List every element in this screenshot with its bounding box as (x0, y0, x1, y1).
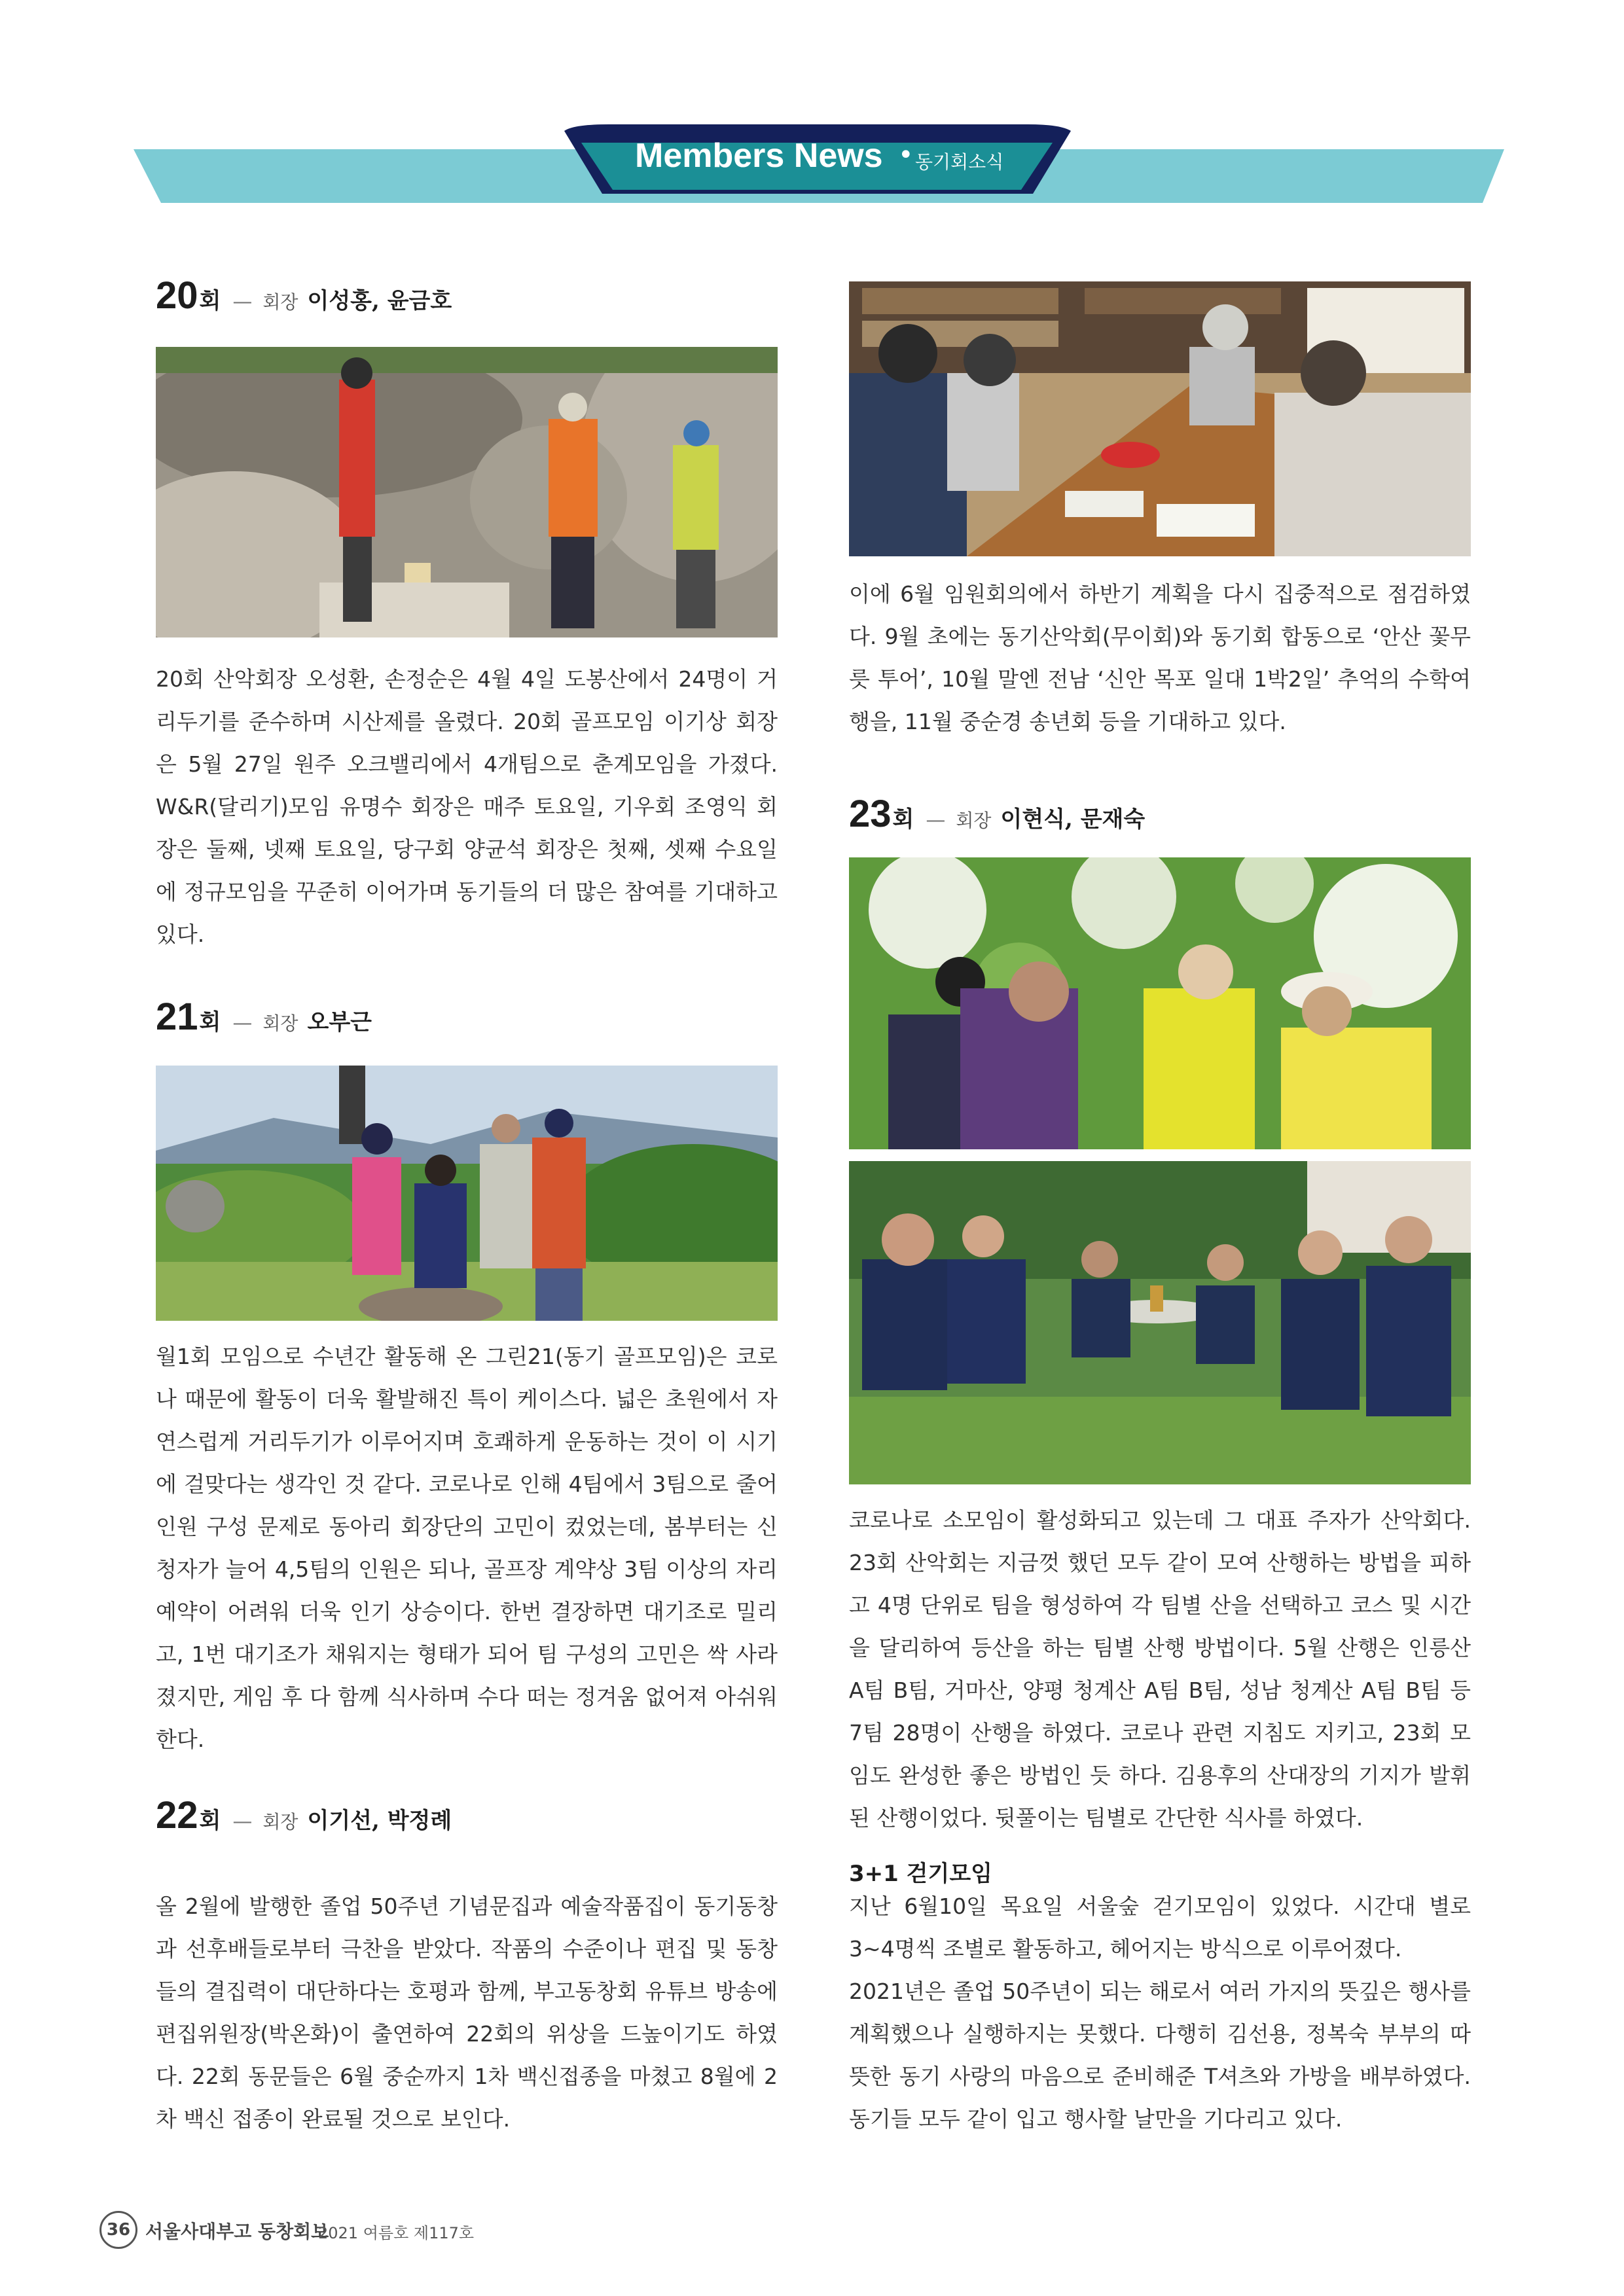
footer-issue: 2021 여름호 제117호 (318, 2224, 475, 2242)
heading-dash: — (926, 809, 946, 832)
photo-20-mountain-ritual (156, 347, 778, 637)
role-label: 회장 (262, 291, 298, 313)
section-23-heading (849, 792, 1145, 836)
header-separator-dot: • (898, 140, 914, 170)
walking-club-subheading: 3+1 걷기모임 (849, 1861, 993, 1887)
role-label: 회장 (956, 810, 992, 831)
walking-club-body: 지난 6월10일 목요일 서울숲 걷기모임이 있었다. 시간대 별로 3~4명씩 조별로 활동하고, 헤어지는 방식으로 이루어졌다. (849, 1893, 1471, 1962)
class-number: 20 (156, 274, 198, 317)
class-number: 23 (849, 793, 892, 835)
heading-dash: — (232, 1810, 253, 1833)
section-21-heading (156, 995, 372, 1039)
section-23-body: 코로나로 소모임이 활성화되고 있는데 그 대표 주자가 산악회다. 23회 산악회는 지금껏 했던 모두 같이 모여 산행하는 방법을 피하고 4명 단위로 팀을 형성하여 각 팀별 산을 선택하고 코스 및 시간을 달리하여 등산을 하는 팀별 산행 방법이다. 5월 산행은 인릉산 A팀 B팀, 거마산, 양평 청계산 A팀 B팀, 성남 청계산 A팀 B팀 등 7팀 28명이 산행을 하였다. 코로나 관련 지침도 지키고, 23회 모임도 완성한 좋은 방법인 듯 하다. 김용후의 산대장의 기지가 발휘된 산행이었다. 뒷풀이는 팀별로 간단한 식사를 하였다. (849, 1507, 1471, 1831)
page-number: 36 (99, 2211, 137, 2249)
class-suffix: 회 (199, 289, 221, 314)
class-suffix: 회 (199, 1808, 221, 1833)
class-suffix: 회 (199, 1010, 221, 1035)
president-names: 이기선, 박정례 (307, 1808, 452, 1834)
photo-21-golf-group (156, 1066, 778, 1321)
photo-23-hiking-group (849, 857, 1471, 1149)
section-20-body: 20회 산악회장 오성환, 손정순은 4월 4일 도봉산에서 24명이 거리두기를 준수하며 시산제를 올렸다. 20회 골프모임 이기상 회장은 5월 27일 원주 오크밸리에서 4개팀으로 춘계모임을 가졌다. W&R(달리기)모임 유명수 회장은 매주 토요일, 기우회 조영익 회장은 둘째, 넷째 토요일, 당구회 양균석 회장은 첫째, 셋째 수요일에 정규모임을 꾸준히 이어가며 동기들의 더 많은 참여를 기대하고 있다. (156, 666, 778, 947)
class-number: 21 (156, 996, 198, 1038)
section-21-body: 월1회 모임으로 수년간 활동해 온 그린21(동기 골프모임)은 코로나 때문에 활동이 더욱 활발해진 특이 케이스다. 넓은 초원에서 자연스럽게 거리두기가 이루어지며 호쾌하게 운동하는 것이 이 시기에 걸맞다는 생각인 것 같다. 코로나로 인해 4팀에서 3팀으로 줄어 인원 구성 문제로 동아리 회장단의 고민이 컸었는데, 봄부터는 신청자가 늘어 4,5팀의 인원은 되나, 골프장 계약상 3팀 이상의 자리 예약이 어려워 더욱 인기 상승이다. 한번 결장하면 대기조로 밀리고, 1번 대기조가 채워지는 형태가 되어 팀 구성의 고민은 싹 사라졌지만, 게임 후 다 함께 식사하며 수다 떠는 정겨움 없어져 아쉬워한다. (156, 1344, 778, 1752)
photo-23-tshirt-group (849, 1161, 1471, 1484)
header-title: Members News (635, 137, 883, 175)
section-22-body: 올 2월에 발행한 졸업 50주년 기념문집과 예술작품집이 동기동창과 선후배들로부터 극찬을 받았다. 작품의 수준이나 편집 및 동창들의 결집력이 대단하다는 호평과 함께, 부고동창회 유튜브 방송에 편집위원장(박온화)이 출연하여 22회의 위상을 드높이기도 하였다. 22회 동문들은 6월 중순까지 1차 백신접종을 마쳤고 8월에 2차 백신 접종이 완료될 것으로 보인다. (156, 1893, 778, 2132)
footer-publication: 서울사대부고 동창회보 (145, 2221, 329, 2242)
section-22-continued-body: 이에 6월 임원회의에서 하반기 계획을 다시 집중적으로 점검하였다. 9월 초에는 동기산악회(무이회)와 동기회 합동으로 ‘안산 꽃무릇 투어’, 10월 말엔 전남 ‘신안 목포 일대 1박2일’ 추억의 수학여행을, 11월 중순경 송년회 등을 기대하고 있다. (849, 581, 1471, 734)
class-suffix: 회 (892, 807, 914, 832)
president-names: 오부근 (307, 1009, 372, 1035)
photo-22-meeting (849, 281, 1471, 556)
class-number: 22 (156, 1794, 198, 1837)
header-subtitle: 동기회소식 (915, 151, 1004, 173)
section-22-heading (156, 1793, 452, 1837)
anniversary-body: 2021년은 졸업 50주년이 되는 해로서 여러 가지의 뜻깊은 행사를 계획했으나 실행하지는 못했다. 다행히 김선용, 정복숙 부부의 따뜻한 동기 사랑의 마음으로 준비해준 T셔츠와 가방을 배부하였다. 동기들 모두 같이 입고 행사할 날만을 기다리고 있다. (849, 1979, 1471, 2132)
heading-dash: — (232, 291, 253, 314)
header-banner (0, 0, 1624, 209)
section-20-heading (156, 274, 452, 317)
president-names: 이성홍, 윤금호 (307, 288, 452, 314)
role-label: 회장 (262, 1811, 298, 1833)
heading-dash: — (232, 1012, 253, 1035)
role-label: 회장 (262, 1013, 298, 1034)
president-names: 이현식, 문재숙 (1000, 806, 1146, 833)
